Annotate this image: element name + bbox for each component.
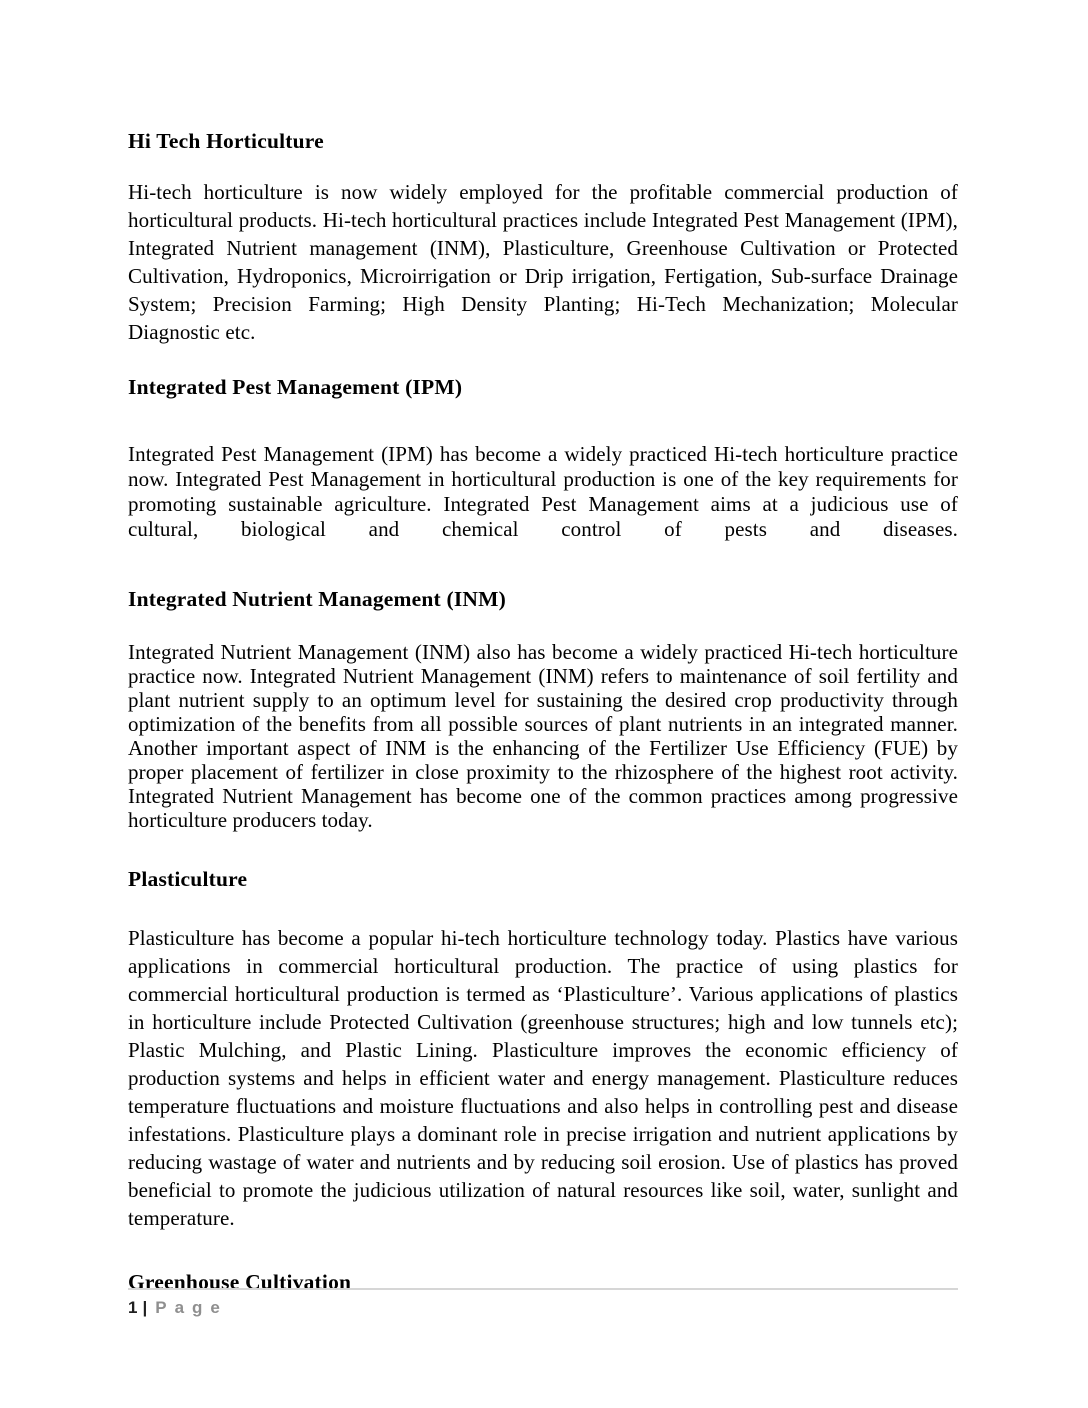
document-body xyxy=(128,130,958,1294)
paragraph-plasticulture: Plasticulture has become a popular hi-tech horticulture technology today. Plastics have various applications in commercial horticultural production. The practice of using plastics for commercial horticultural production is termed as ‘Plasticulture’. Various applications of plastics in horticulture include Protected Cultivation (greenhouse structures; high and low tunnels etc); Plastic Mulching, and Plastic Lining. Plasticulture improves the economic efficiency of production systems and helps in efficient water and energy management. Plasticulture reduces temperature fluctuations and moisture fluctuations and also helps in controlling pest and disease infestations. Plasticulture plays a dominant role in precise irrigation and nutrient applications by reducing wastage of water and nutrients and by reducing soil erosion. Use of plastics has proved beneficial to promote the judicious utilization of natural resources like soil, water, sunlight and temperature. xyxy=(128,926,958,1230)
paragraph-hi-tech-horticulture: Hi-tech horticulture is now widely employed for the profitable commercial production of horticultural products. Hi-tech horticultural practices include Integrated Pest Management (IPM), Integrated Nutrient management (INM), Plasticulture, Greenhouse Cultivation or Protected Cultivation, Hydroponics, Microirrigation or Drip irrigation, Fertigation, Sub-surface Drainage System; Precision Farming; High Density Planting; Hi-Tech Mechanization; Molecular Diagnostic etc. xyxy=(128,180,958,344)
section-heading-plasticulture: Plasticulture xyxy=(128,867,248,891)
section-heading-inm: Integrated Nutrient Management (INM) xyxy=(128,587,506,611)
paragraph-ipm: Integrated Pest Management (IPM) has become a widely practiced Hi-tech horticulture practice now. Integrated Pest Management in horticultural production is one of the key requirements for promoting sustainable agriculture. Integrated Pest Management aims at a judicious use of cultural, biological and chemical control of pests and diseases. xyxy=(128,442,958,541)
section-heading-ipm: Integrated Pest Management (IPM) xyxy=(128,375,463,399)
page-number: 1 xyxy=(128,1298,138,1317)
section-heading-greenhouse-cultivation: Greenhouse Cultivation xyxy=(128,1270,352,1294)
footer-page-label: Page xyxy=(155,1298,228,1317)
footer-separator: | xyxy=(142,1298,148,1317)
page-footer xyxy=(128,1288,958,1318)
section-heading-hi-tech-horticulture: Hi Tech Horticulture xyxy=(128,129,324,153)
paragraph-inm: Integrated Nutrient Management (INM) also has become a widely practiced Hi-tech horticulture practice now. Integrated Nutrient Management (INM) refers to maintenance of soil fertility and plant nutrient supply to an optimum level for sustaining the desired crop productivity through optimization of the benefits from all possible sources of plant nutrients in an integrated manner. Another important aspect of INM is the enhancing of the Fertilizer Use Efficiency (FUE) by proper placement of fertilizer in close proximity to the rhizosphere of the highest root activity. Integrated Nutrient Management has become one of the common practices among progressive horticulture producers today. xyxy=(128,640,958,832)
